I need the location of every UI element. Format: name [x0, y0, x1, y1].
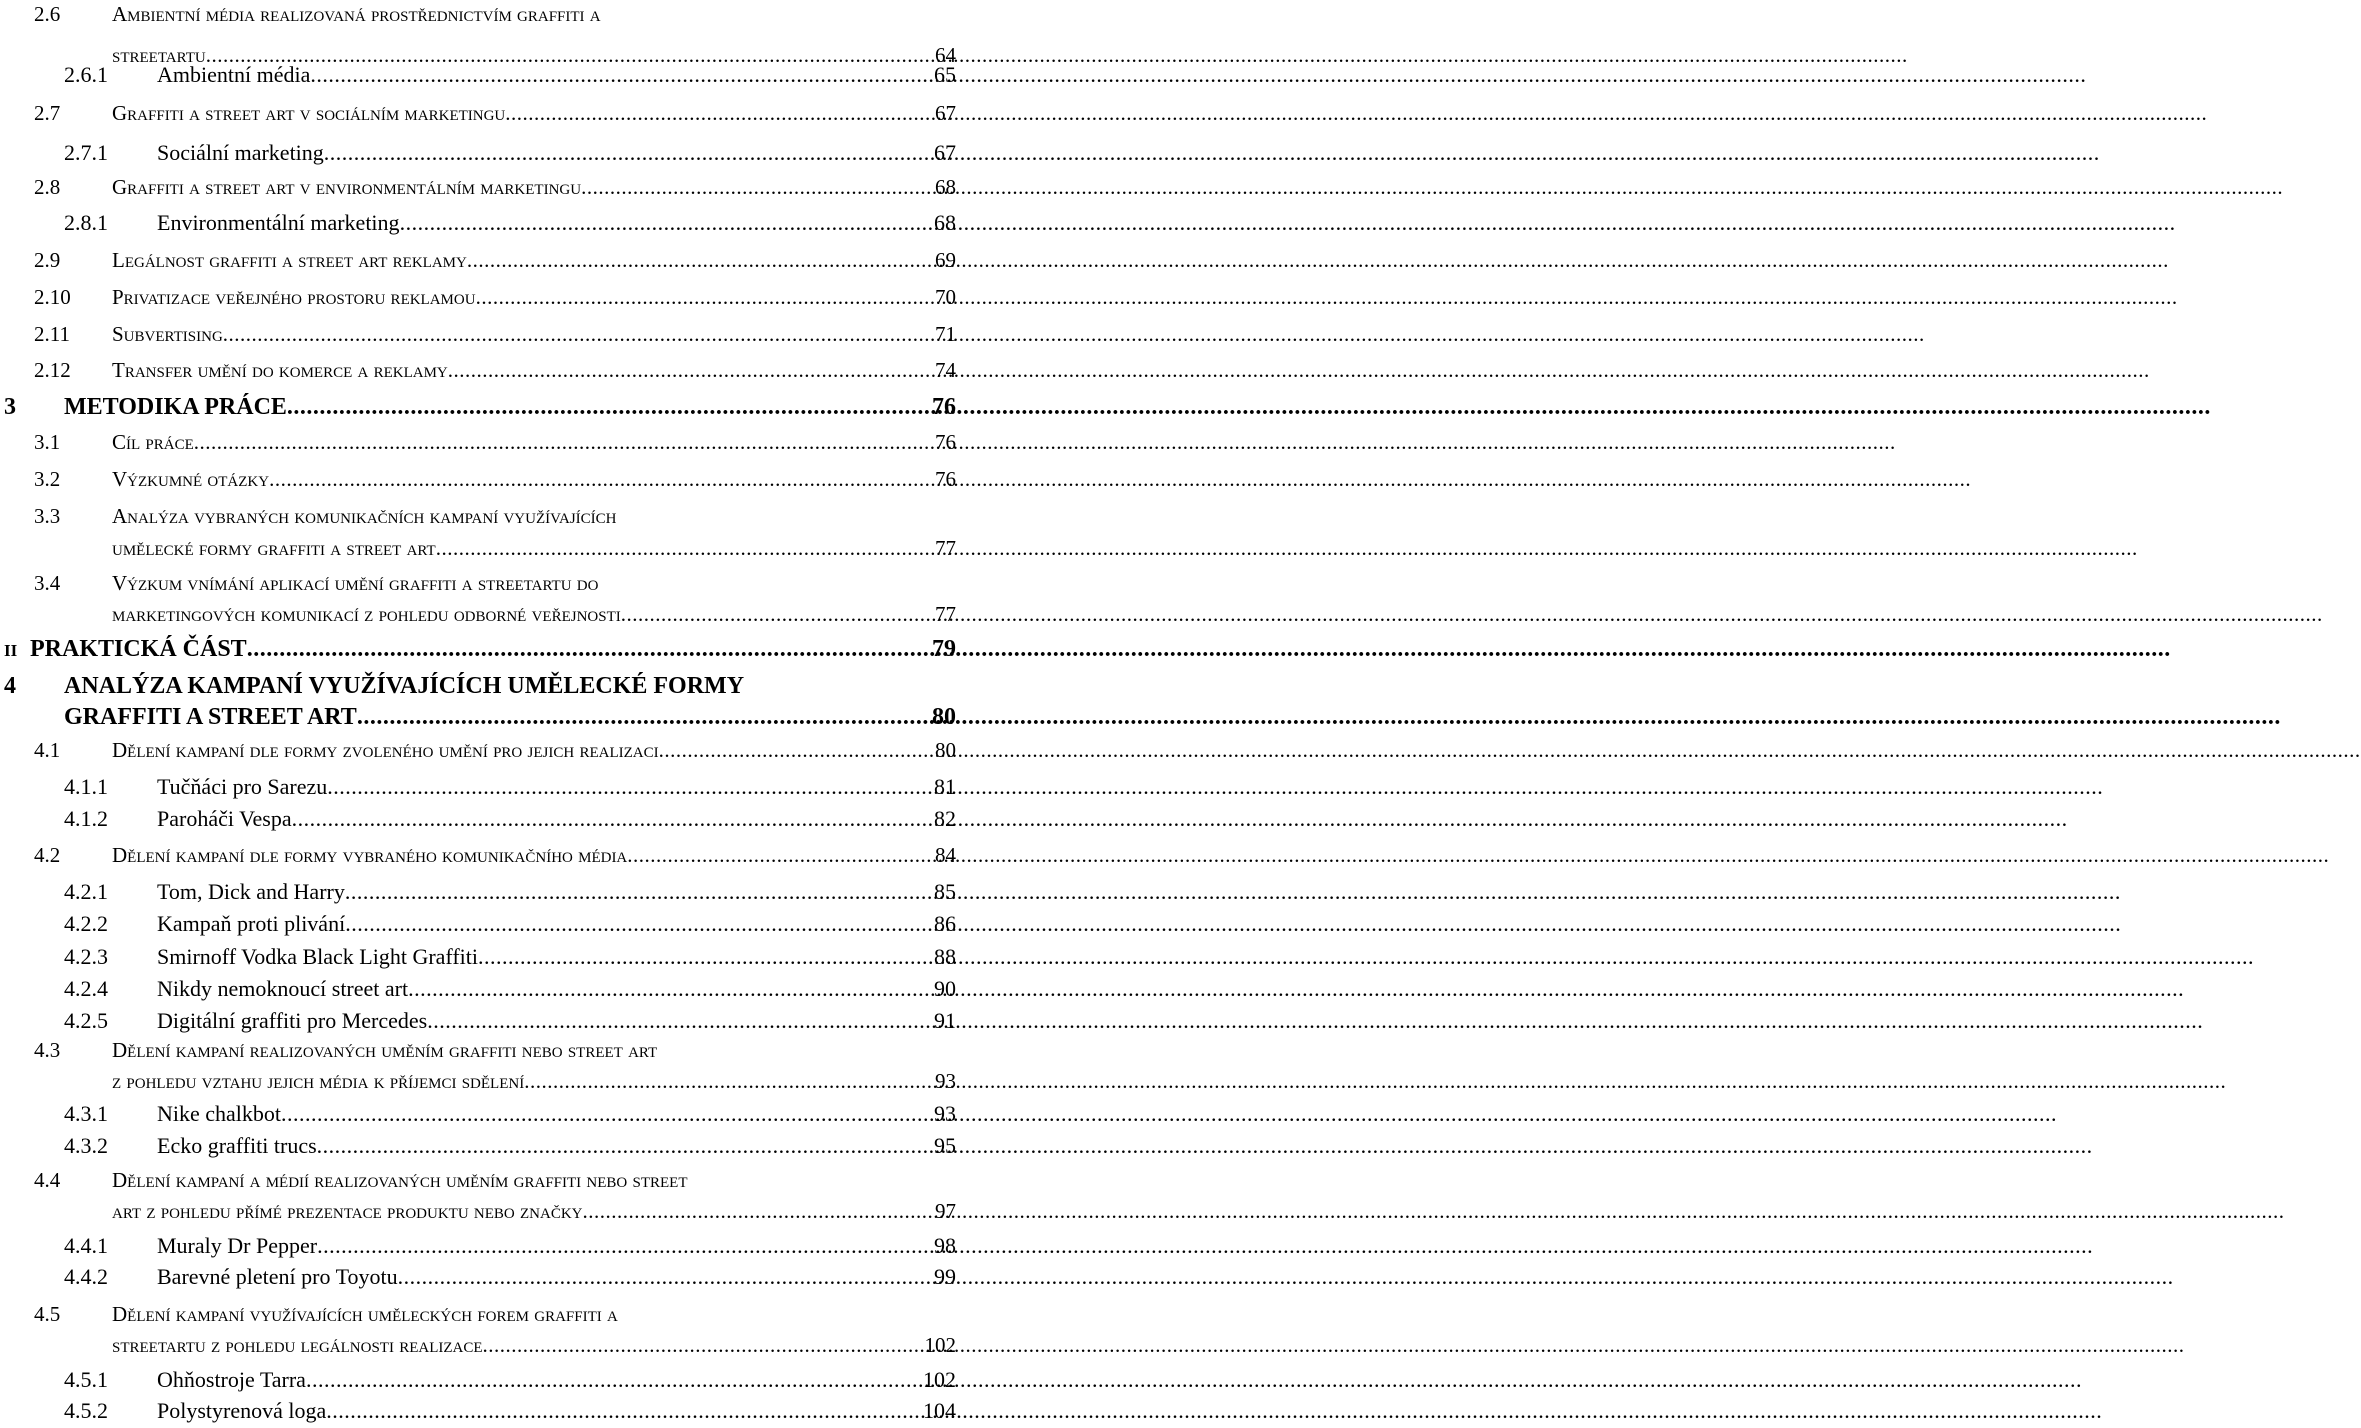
toc-title: streetartu — [112, 43, 206, 67]
toc-leader-dots — [524, 1069, 935, 1094]
toc-leader-dots — [478, 944, 934, 970]
toc-number: 4.5.1 — [64, 1367, 108, 1392]
toc-number: 2.7 — [34, 101, 61, 125]
toc-number: 4.3 — [34, 1038, 61, 1062]
toc-number: 4.2.5 — [64, 1008, 108, 1033]
toc-leader-dots — [408, 976, 934, 1002]
toc-title: Sociální marketing — [157, 140, 324, 165]
toc-title: marketingových komunikací z pohledu odborné veřejnosti — [112, 602, 621, 626]
toc-title: Legálnost graffiti a street art reklamy — [112, 248, 467, 272]
toc-title: Nikdy nemoknoucí street art — [157, 976, 409, 1001]
toc-title: Výzkumné otázky — [112, 467, 270, 491]
toc-title: Kampaň proti plivání — [157, 911, 346, 936]
toc-page-number: 102 — [924, 1333, 956, 1357]
toc-page-number: 71 — [935, 322, 956, 346]
toc-page-number: 76 — [935, 430, 956, 454]
toc-leader-dots — [324, 140, 934, 166]
toc-leader-dots — [317, 1233, 934, 1259]
toc-page-number: 93 — [935, 1069, 956, 1093]
toc-title: PRAKTICKÁ ČÁST — [30, 636, 247, 662]
toc-leader-dots — [306, 1367, 923, 1393]
toc-leader-dots — [582, 1199, 935, 1224]
toc-title: Dělení kampaní dle formy zvoleného umění pro jejich realizaci — [112, 738, 659, 762]
toc-number: 4.5 — [34, 1302, 61, 1326]
toc-number: 4.2.4 — [64, 976, 108, 1001]
table-of-contents — [0, 0, 960, 1427]
toc-number: 4.2.1 — [64, 879, 108, 904]
toc-title: Subvertising — [112, 322, 223, 346]
toc-page-number: 82 — [934, 806, 956, 831]
toc-title: Tučňáci pro Sarezu — [157, 774, 328, 799]
toc-leader-dots — [448, 358, 935, 383]
toc-number: 4.2 — [34, 843, 61, 867]
toc-page-number: 102 — [923, 1367, 956, 1392]
toc-title: Dělení kampaní dle formy vybraného komunikačního média — [112, 843, 628, 867]
toc-leader-dots — [476, 285, 935, 310]
toc-page-number: 80 — [932, 704, 956, 730]
toc-page-number: 90 — [934, 976, 956, 1001]
toc-number: 3.3 — [34, 504, 61, 528]
toc-leader-dots — [357, 704, 932, 731]
toc-leader-dots — [327, 774, 934, 800]
toc-title: streetartu z pohledu legálnosti realizace — [112, 1333, 483, 1357]
toc-number: 4.1.2 — [64, 806, 108, 831]
toc-number: 4.2.2 — [64, 911, 108, 936]
toc-page-number: 99 — [934, 1264, 956, 1289]
toc-title: Polystyrenová loga — [157, 1398, 327, 1423]
toc-page-number: 77 — [935, 602, 956, 626]
toc-number: 3.4 — [34, 571, 61, 595]
toc-leader-dots — [345, 911, 934, 937]
toc-number: 2.9 — [34, 248, 61, 272]
toc-number: 4.4 — [34, 1168, 61, 1192]
toc-page-number: 88 — [934, 944, 956, 969]
toc-leader-dots — [194, 430, 935, 455]
toc-number: 4.4.1 — [64, 1233, 108, 1258]
toc-leader-dots — [483, 1333, 925, 1358]
toc-page-number: 95 — [934, 1133, 956, 1158]
toc-page-number: 93 — [934, 1101, 956, 1126]
toc-title: art z pohledu přímé prezentace produktu nebo značky — [112, 1199, 583, 1223]
toc-page-number: 85 — [934, 879, 956, 904]
toc-page-number: 91 — [934, 1008, 956, 1033]
toc-title: METODIKA PRÁCE — [64, 394, 287, 420]
toc-title: Smirnoff Vodka Black Light Graffiti — [157, 944, 479, 969]
toc-title: Graffiti a street art v environmentálním marketingu — [112, 175, 582, 199]
toc-title: Výzkum vnímání aplikací umění graffiti a streetartu do — [112, 571, 599, 595]
toc-number: 4.4.2 — [64, 1264, 108, 1289]
toc-leader-dots — [345, 879, 934, 905]
toc-title: Dělení kampaní využívajících uměleckých forem graffiti a — [112, 1302, 618, 1326]
toc-number: 4.3.1 — [64, 1101, 108, 1126]
toc-leader-dots — [427, 1008, 934, 1034]
toc-page-number: 80 — [935, 738, 956, 762]
toc-page-number: 68 — [934, 210, 956, 235]
toc-leader-dots — [292, 806, 934, 832]
toc-title: GRAFFITI A STREET ART — [64, 704, 357, 730]
toc-number: 3.2 — [34, 467, 61, 491]
toc-number: 4.1 — [34, 738, 61, 762]
toc-page-number: 79 — [932, 636, 956, 662]
toc-page-number: 64 — [935, 43, 956, 67]
toc-page-number: 81 — [934, 774, 956, 799]
toc-page-number: 76 — [935, 467, 956, 491]
toc-number: 3.1 — [34, 430, 61, 454]
toc-page-number: 68 — [935, 175, 956, 199]
toc-number: 4.2.3 — [64, 944, 108, 969]
toc-leader-dots — [400, 210, 934, 236]
toc-title: Transfer umění do komerce a reklamy — [112, 358, 448, 382]
toc-page-number: 67 — [934, 140, 956, 165]
toc-page-number: 84 — [935, 843, 956, 867]
toc-leader-dots — [287, 394, 932, 421]
toc-page-number: 104 — [923, 1398, 956, 1423]
toc-title: Graffiti a street art v sociálním marketingu — [112, 101, 506, 125]
toc-number: 2.7.1 — [64, 140, 108, 165]
toc-title: umělecké formy graffiti a street art — [112, 536, 436, 560]
toc-page-number: 98 — [934, 1233, 956, 1258]
toc-title: Dělení kampaní realizovaných uměním graffiti nebo street art — [112, 1038, 658, 1062]
toc-leader-dots — [436, 536, 935, 561]
toc-page-number: 86 — [934, 911, 956, 936]
toc-page-number: 77 — [935, 536, 956, 560]
toc-leader-dots — [467, 248, 935, 273]
toc-number: 2.11 — [34, 322, 70, 346]
toc-title: Paroháči Vespa — [157, 806, 292, 831]
toc-page-number: 69 — [935, 248, 956, 272]
toc-leader-dots — [627, 843, 935, 868]
toc-title: Ecko graffiti trucs — [157, 1133, 317, 1158]
toc-title: Nike chalkbot — [157, 1101, 282, 1126]
toc-number: 4.3.2 — [64, 1133, 108, 1158]
toc-title: z pohledu vztahu jejich média k příjemci sdělení — [112, 1069, 525, 1093]
toc-number: 2.10 — [34, 285, 71, 309]
toc-title: ANALÝZA KAMPANÍ VYUŽÍVAJÍCÍCH UMĚLECKÉ FORMY — [64, 673, 745, 699]
toc-leader-dots — [621, 602, 935, 627]
toc-title: Barevné pletení pro Toyotu — [157, 1264, 398, 1289]
toc-title: Cíl práce — [112, 430, 194, 454]
toc-leader-dots — [281, 1101, 934, 1127]
toc-number: 4.1.1 — [64, 774, 108, 799]
toc-leader-dots — [326, 1398, 923, 1424]
toc-page-number: 67 — [935, 101, 956, 125]
toc-title: Analýza vybraných komunikačních kampaní využívajících — [112, 504, 617, 528]
toc-leader-dots — [581, 175, 935, 200]
toc-page-number: 74 — [935, 358, 956, 382]
toc-number: II — [4, 641, 18, 660]
toc-number: 2.8.1 — [64, 210, 108, 235]
toc-leader-dots — [269, 467, 935, 492]
toc-page-number: 65 — [934, 62, 956, 87]
toc-leader-dots — [223, 322, 935, 347]
toc-page-number: 76 — [932, 394, 956, 420]
toc-leader-dots — [247, 636, 932, 663]
toc-page-number: 97 — [935, 1199, 956, 1223]
toc-number: 3 — [4, 394, 16, 420]
toc-number: 2.8 — [34, 175, 61, 199]
toc-number: 2.6 — [34, 2, 61, 26]
toc-title: Environmentální marketing — [157, 210, 400, 235]
toc-title: Muraly Dr Pepper — [157, 1233, 318, 1258]
toc-number: 4 — [4, 673, 16, 699]
toc-number: 4.5.2 — [64, 1398, 108, 1423]
toc-title: Ambientní média realizovaná prostřednictvím graffiti a — [112, 2, 601, 26]
toc-number: 2.12 — [34, 358, 71, 382]
toc-number: 2.6.1 — [64, 62, 108, 87]
toc-title: Privatizace veřejného prostoru reklamou — [112, 285, 476, 309]
toc-leader-dots — [398, 1264, 934, 1290]
toc-leader-dots — [659, 738, 935, 763]
toc-title: Ambientní média — [157, 62, 311, 87]
toc-leader-dots — [317, 1133, 934, 1159]
toc-leader-dots — [310, 62, 934, 88]
toc-title: Ohňostroje Tarra — [157, 1367, 306, 1392]
toc-title: Tom, Dick and Harry — [157, 879, 345, 904]
toc-leader-dots — [505, 101, 935, 126]
toc-page-number: 70 — [935, 285, 956, 309]
toc-title: Digitální graffiti pro Mercedes — [157, 1008, 428, 1033]
toc-title: Dělení kampaní a médií realizovaných uměním graffiti nebo street — [112, 1168, 688, 1192]
